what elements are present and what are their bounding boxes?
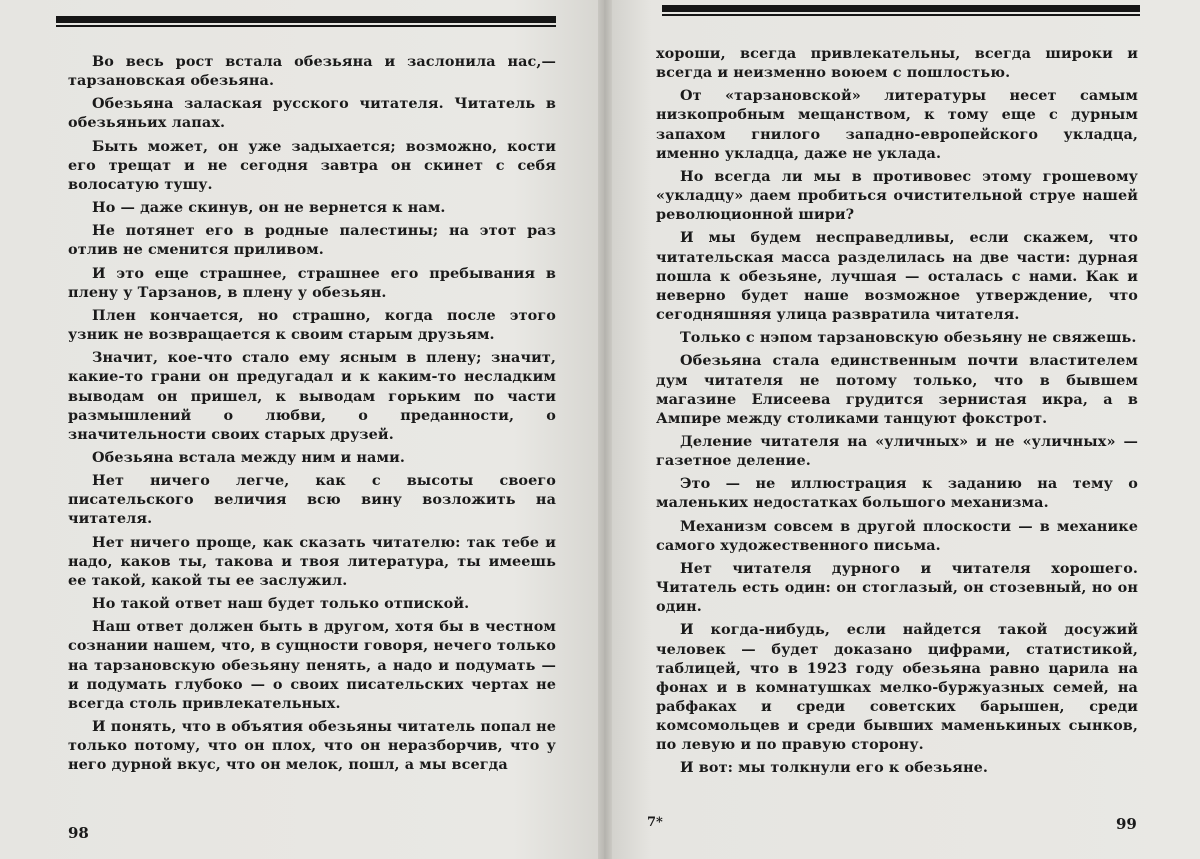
paragraph: Не потянет его в родные палестины; на этот раз отлив не сменится приливом.: [68, 222, 556, 259]
paragraph: Нет ничего проще, как сказать читателю: так тебе и надо, каков ты, такова и твоя литература, ты имеешь ее такой, какой ты ее заслужил.: [68, 533, 556, 589]
paragraph: Значит, кое-что стало ему ясным в плену; значит, какие-то грани он предугадал и к каким-то несладким выводам он пришел, к выводам горьким по части размышлений о любви, о преданности, о значительности своих старых друзей.: [68, 349, 556, 443]
paragraph: Это — не иллюстрация к заданию на тему о маленьких недостатках большого механизма.: [656, 475, 1138, 512]
paragraph: Обезьяна встала между ним и нами.: [92, 448, 405, 466]
page-number-right: 99: [1116, 815, 1137, 833]
paragraph: Наш ответ должен быть в другом, хотя бы в честном сознании нашем, что, в сущности говоря, нечего только на тарзановскую обезьяну пенять, а надо и подумать — и подумать глубоко — о своих писательских чертах не всегда столь привлекательных.: [68, 618, 556, 712]
paragraph: Нет читателя дурного и читателя хорошего. Читатель есть один: он стоглазый, он стозевный, но он один.: [656, 559, 1138, 616]
paragraph: Механизм совсем в другой плоскости — в механике самого художественного письма.: [656, 517, 1138, 554]
paragraph: Но такой ответ наш будет только отпиской.: [92, 595, 470, 613]
paragraph: Нет ничего легче, как с высоты своего писательского величия всю вину возложить на читателя.: [68, 472, 556, 528]
paragraph: От «тарзановской» литературы несет самым низкопробным мещанством, к тому еще с дурным запахом гнилого западно-европейского укладца, именно укладца, даже не уклада.: [656, 87, 1138, 162]
right-page: [604, 0, 1200, 859]
paragraph: И мы будем несправедливы, если скажем, что читательская масса разделилась на две части: дурная пошла к обезьяне, лучшая — осталась с нами. Как и неверно будет наше возможное утверждение, что сегодняшняя улица развратила читателя.: [656, 229, 1138, 324]
page-number-left: 98: [68, 824, 89, 842]
paragraph-continuation: хороши, всегда привлекательны, всегда широки и всегда и неизменно воюем с пошлостью.: [656, 45, 1138, 82]
paragraph: Только с нэпом тарзановскую обезьяну не свяжешь.: [680, 329, 1137, 347]
paragraph: И вот: мы толкнули его к обезьяне.: [680, 759, 989, 777]
paragraph: И понять, что в объятия обезьяны читатель попал не только потому, что он плох, что он неразборчив, что у него дурной вкус, что он мелок, пошл, а мы всегда: [68, 718, 556, 774]
paragraph: Быть может, он уже задыхается; возможно, кости его трещат и не сегодня завтра он скинет с себя волосатую тушу.: [68, 137, 556, 193]
right-page-text: [656, 44, 1138, 782]
paragraph: Обезьяна залаская русского читателя. Читатель в обезьяньих лапах.: [68, 95, 556, 132]
paragraph: И когда-нибудь, если найдется такой досужий человек — будет доказано цифрами, статистикой, таблицей, что в 1923 году обезьяна равно царила на фонах и в комнатушках мелко-буржуазных семей, на рабфаках и среди советских барышен, среди комсомольцев и среди бывших маменькиных сынков, по левую и по правую сторону.: [656, 621, 1138, 754]
paragraph: Обезьяна стала единственным почти властителем дум читателя не потому только, что в бывшем магазине Елисеева грудится зернистая икра, а в Ампире между столиками танцуют фокстрот.: [656, 352, 1138, 427]
paragraph: Деление читателя на «уличных» и не «уличных» — газетное деление.: [656, 432, 1138, 470]
header-rule: [662, 5, 1140, 16]
paragraph: Но — даже скинув, он не вернется к нам.: [92, 199, 446, 217]
paragraph: Во весь рост встала обезьяна и заслонила нас,— тарзановская обезьяна.: [68, 53, 556, 90]
header-rule: [56, 16, 556, 27]
paragraph: Но всегда ли мы в противовес этому грошевому «укладцу» даем пробиться очистительной струе нашей революционной шири?: [656, 167, 1138, 224]
paragraph: Плен кончается, но страшно, когда после этого узник не возвращается к своим старым друзьям.: [68, 306, 556, 344]
left-page-text: [68, 52, 556, 778]
book-gutter: [598, 0, 612, 859]
paragraph: И это еще страшнее, страшнее его пребывания в плену у Тарзанов, в плену у обезьян.: [68, 264, 556, 301]
signature-mark: 7*: [647, 815, 663, 830]
